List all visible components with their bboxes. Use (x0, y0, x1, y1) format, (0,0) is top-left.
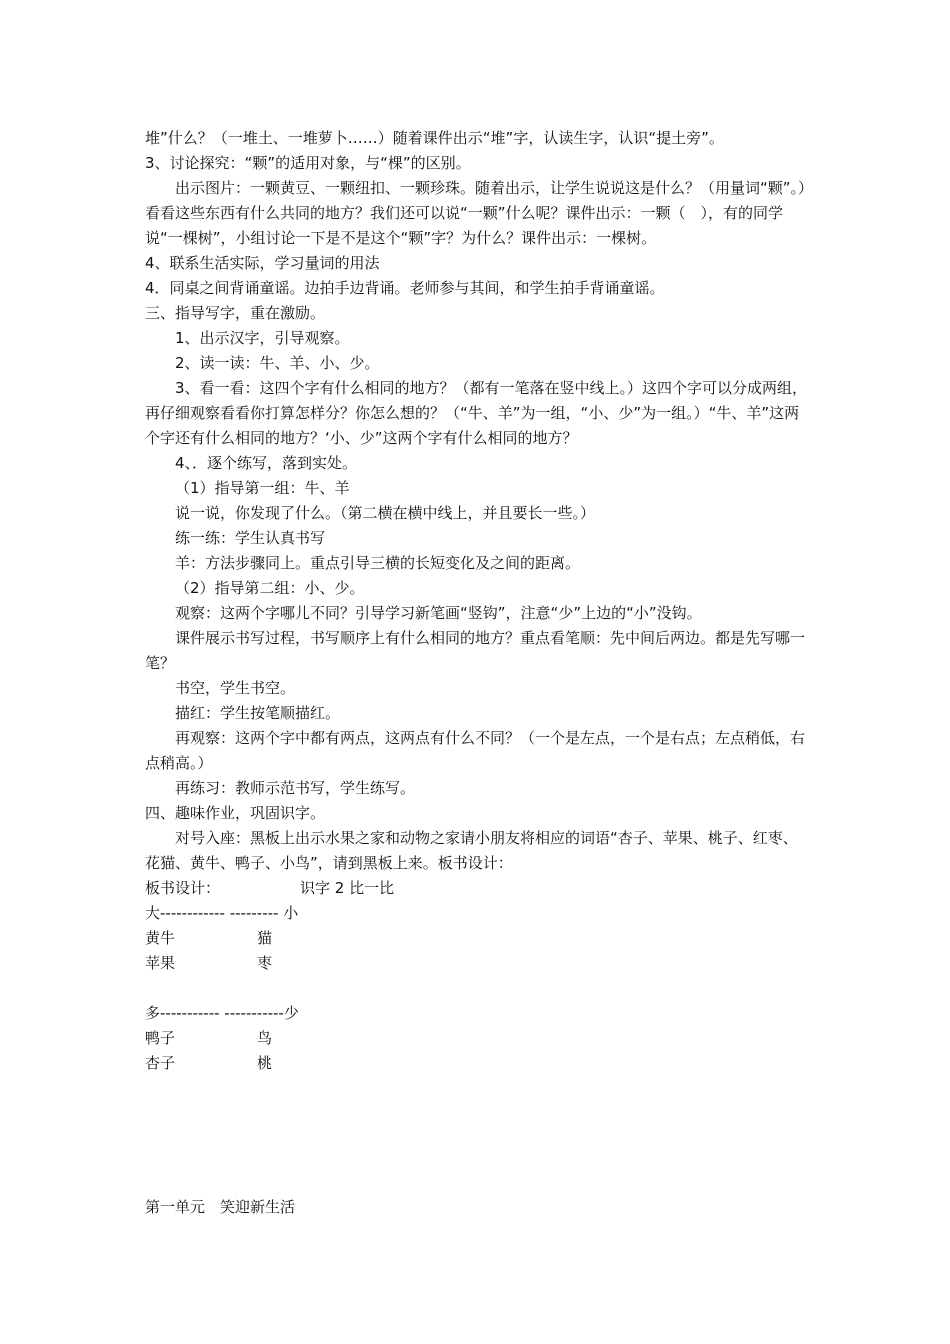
unit-heading: 第一单元 笑迎新生活 (145, 1198, 296, 1216)
board-cell-left: 鸭子 (145, 1029, 176, 1047)
board-cell-left: 苹果 (145, 954, 176, 972)
board-cell-right: 鸟 (257, 1029, 273, 1047)
paragraph: 3、讨论探究：“颗”的适用对象，与“棵”的区别。 (145, 154, 471, 172)
paragraph: 4、．逐个练写，落到实处。 (175, 454, 358, 472)
board-cell-right: 猫 (257, 929, 273, 947)
paragraph: 4．同桌之间背诵童谣。边拍手边背诵。老师参与其间，和学生拍手背诵童谣。 (145, 279, 665, 297)
board-row (145, 951, 810, 976)
board-row (145, 1051, 810, 1076)
paragraph: 四、趣味作业，巩固识字。 (145, 804, 326, 822)
paragraph-list (145, 126, 810, 876)
paragraph: 3、看一看：这四个字有什么相同的地方？（都有一笔落在竖中线上。）这四个字可以分成两组，再仔细观察看看你打算怎样分？你怎么想的？（“牛、羊”为一组，“小、少”为一组。）“牛、羊”这两个字还有什么相同的地方？‘小、少”这两个字有什么相同的地方？ (145, 379, 808, 447)
paragraph: 课件展示书写过程，书写顺序上有什么相同的地方？重点看笔顺：先中间后两边。都是先写哪一笔？ (145, 629, 806, 672)
paragraph: （2）指导第二组：小、少。 (175, 579, 365, 597)
document-body (145, 126, 810, 1076)
paragraph: 2、读一读：牛、羊、小、少。 (175, 354, 380, 372)
paragraph: 羊：方法步骤同上。重点引导三横的长短变化及之间的距离。 (175, 554, 581, 572)
paragraph: 练一练：学生认真书写 (175, 529, 326, 547)
board-design-title: 识字 2 比一比 (300, 879, 395, 897)
paragraph: 4、联系生活实际，学习量词的用法 (145, 254, 380, 272)
board-cell-left: 杏子 (145, 1054, 176, 1072)
paragraph: 堆”什么？（一堆土、一堆萝卜……）随着课件出示“堆”字，认读生字，认识“提土旁”。 (145, 129, 724, 147)
paragraph: 三、指导写字，重在激励。 (145, 304, 326, 322)
board-row (145, 926, 810, 951)
paragraph: 再练习：教师示范书写，学生练写。 (175, 779, 416, 797)
paragraph: 出示图片：一颗黄豆、一颗纽扣、一颗珍珠。随着出示，让学生说说这是什么？（用量词“颗”。）看看这些东西有什么共同的地方？我们还可以说“一颗”什么呢？课件出示：一颗（ ），有的同学说“一棵树”，小组讨论一下是不是这个“颗”字？为什么？课件出示：一棵树。 (145, 179, 806, 247)
board-design-label: 板书设计： (145, 879, 221, 897)
paragraph: 再观察：这两个字中都有两点，这两点有什么不同？（一个是左点，一个是右点；左点稍低，右点稍高。） (145, 729, 806, 772)
paragraph: 观察：这两个字哪儿不同？引导学习新笔画“竖钩”，注意“少”上边的“小”没钩。 (175, 604, 702, 622)
paragraph: 1、出示汉字，引导观察。 (175, 329, 350, 347)
paragraph: （1）指导第一组：牛、羊 (175, 479, 350, 497)
board-cell-left: 黄牛 (145, 929, 176, 947)
board-row (145, 1026, 810, 1051)
board-cell-right: 桃 (257, 1054, 273, 1072)
board-group2-header: 多----------- -----------少 (145, 1004, 299, 1022)
board-design-heading (145, 876, 810, 901)
board-group1-header: 大------------ --------- 小 (145, 904, 299, 922)
paragraph: 描红：学生按笔顺描红。 (175, 704, 341, 722)
board-cell-right: 枣 (257, 954, 273, 972)
paragraph: 对号入座：黑板上出示水果之家和动物之家请小朋友将相应的词语“杏子、苹果、桃子、红枣、花猫、黄牛、鸭子、小鸟”，请到黑板上来。板书设计： (145, 829, 798, 872)
paragraph: 书空，学生书空。 (175, 679, 296, 697)
blank-line (145, 976, 810, 1001)
paragraph: 说一说，你发现了什么。（第二横在横中线上，并且要长一些。） (175, 504, 596, 522)
